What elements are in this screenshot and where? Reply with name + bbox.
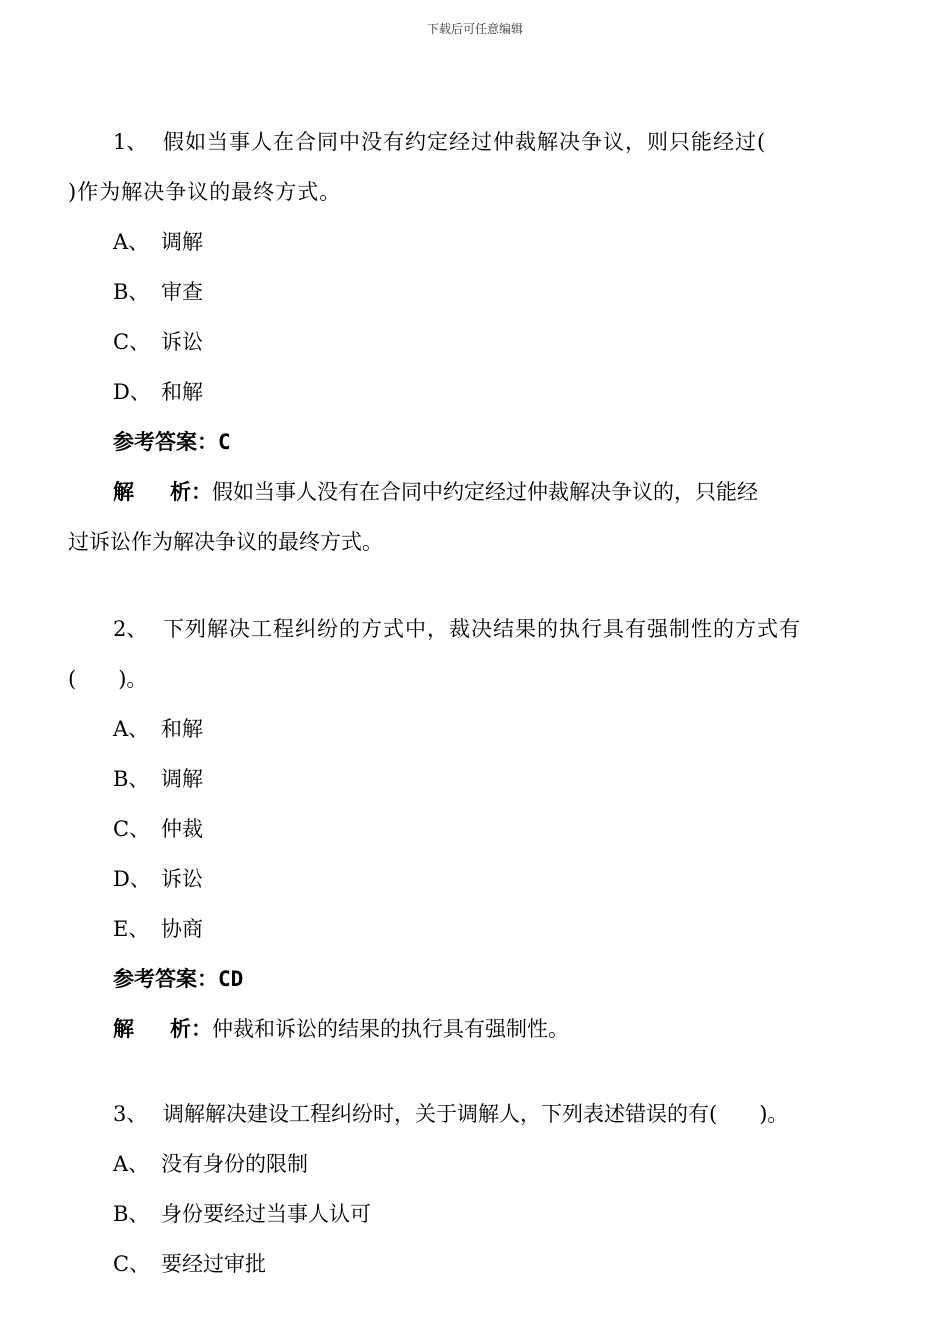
- question-text-cont: ( )。: [68, 667, 148, 691]
- option-text: 协商: [161, 917, 203, 941]
- question-number: 1、: [113, 130, 148, 154]
- question-text: 假如当事人在合同中没有约定经过仲裁解决争议，则只能经过(: [163, 130, 767, 154]
- option-letter: C、: [113, 330, 151, 354]
- option-letter: B、: [113, 767, 150, 791]
- option-a[interactable]: [113, 714, 203, 744]
- explanation: [113, 477, 758, 507]
- option-text: 和解: [161, 717, 203, 741]
- page-header-note: 下载后可任意编辑: [426, 22, 523, 36]
- option-letter: D、: [113, 380, 151, 404]
- question-3-stem: [113, 1099, 788, 1129]
- option-d[interactable]: [113, 377, 203, 407]
- option-text: 要经过审批: [161, 1252, 266, 1276]
- explanation-cont: [68, 527, 383, 557]
- option-text: 调解: [161, 767, 203, 791]
- option-text: 调解: [161, 230, 203, 254]
- question-text-cont: )作为解决争议的最终方式。: [68, 180, 342, 204]
- option-letter: C、: [113, 1252, 151, 1276]
- question-1-stem: [113, 127, 766, 157]
- option-b[interactable]: [113, 277, 203, 307]
- option-e[interactable]: [113, 914, 203, 944]
- explanation-text: 假如当事人没有在合同中约定经过仲裁解决争议的，只能经: [212, 480, 758, 504]
- question-text: 调解解决建设工程纠纷时，关于调解人，下列表述错误的有( )。: [163, 1102, 789, 1126]
- explanation: [113, 1014, 569, 1044]
- explanation-label-a: 解: [113, 479, 134, 504]
- question-2-stem-cont: [68, 664, 147, 694]
- option-text: 诉讼: [161, 330, 203, 354]
- option-c[interactable]: [113, 1249, 266, 1279]
- option-letter: E、: [113, 917, 150, 941]
- option-text: 没有身份的限制: [161, 1152, 308, 1176]
- option-text: 仲裁: [161, 817, 203, 841]
- explanation-label-b: 析：: [170, 1016, 212, 1041]
- option-letter: D、: [113, 867, 151, 891]
- option-text: 诉讼: [161, 867, 203, 891]
- option-letter: A、: [113, 717, 150, 741]
- question-number: 2、: [113, 617, 148, 641]
- question-2-stem: [113, 614, 801, 644]
- option-text: 身份要经过当事人认可: [161, 1202, 371, 1226]
- option-letter: C、: [113, 817, 151, 841]
- option-b[interactable]: [113, 764, 203, 794]
- question-text: 下列解决工程纠纷的方式中，裁决结果的执行具有强制性的方式有: [163, 617, 801, 641]
- answer-value: C: [218, 430, 231, 454]
- option-letter: B、: [113, 280, 150, 304]
- question-1-stem-cont: [68, 177, 341, 207]
- answer-value: CD: [218, 967, 244, 991]
- reference-answer: [113, 427, 231, 457]
- reference-answer: [113, 964, 243, 994]
- explanation-text-cont: 过诉讼作为解决争议的最终方式。: [68, 530, 383, 554]
- answer-label: 参考答案：: [113, 429, 218, 454]
- question-number: 3、: [113, 1102, 148, 1126]
- explanation-label-a: 解: [113, 1016, 134, 1041]
- option-text: 和解: [161, 380, 203, 404]
- option-c[interactable]: [113, 814, 203, 844]
- explanation-label-b: 析：: [170, 479, 212, 504]
- option-text: 审查: [161, 280, 203, 304]
- option-d[interactable]: [113, 864, 203, 894]
- answer-label: 参考答案：: [113, 966, 218, 991]
- option-c[interactable]: [113, 327, 203, 357]
- option-a[interactable]: [113, 227, 203, 257]
- option-letter: A、: [113, 1152, 150, 1176]
- explanation-text: 仲裁和诉讼的结果的执行具有强制性。: [212, 1017, 569, 1041]
- option-a[interactable]: [113, 1149, 308, 1179]
- option-letter: B、: [113, 1202, 150, 1226]
- option-b[interactable]: [113, 1199, 371, 1229]
- option-letter: A、: [113, 230, 150, 254]
